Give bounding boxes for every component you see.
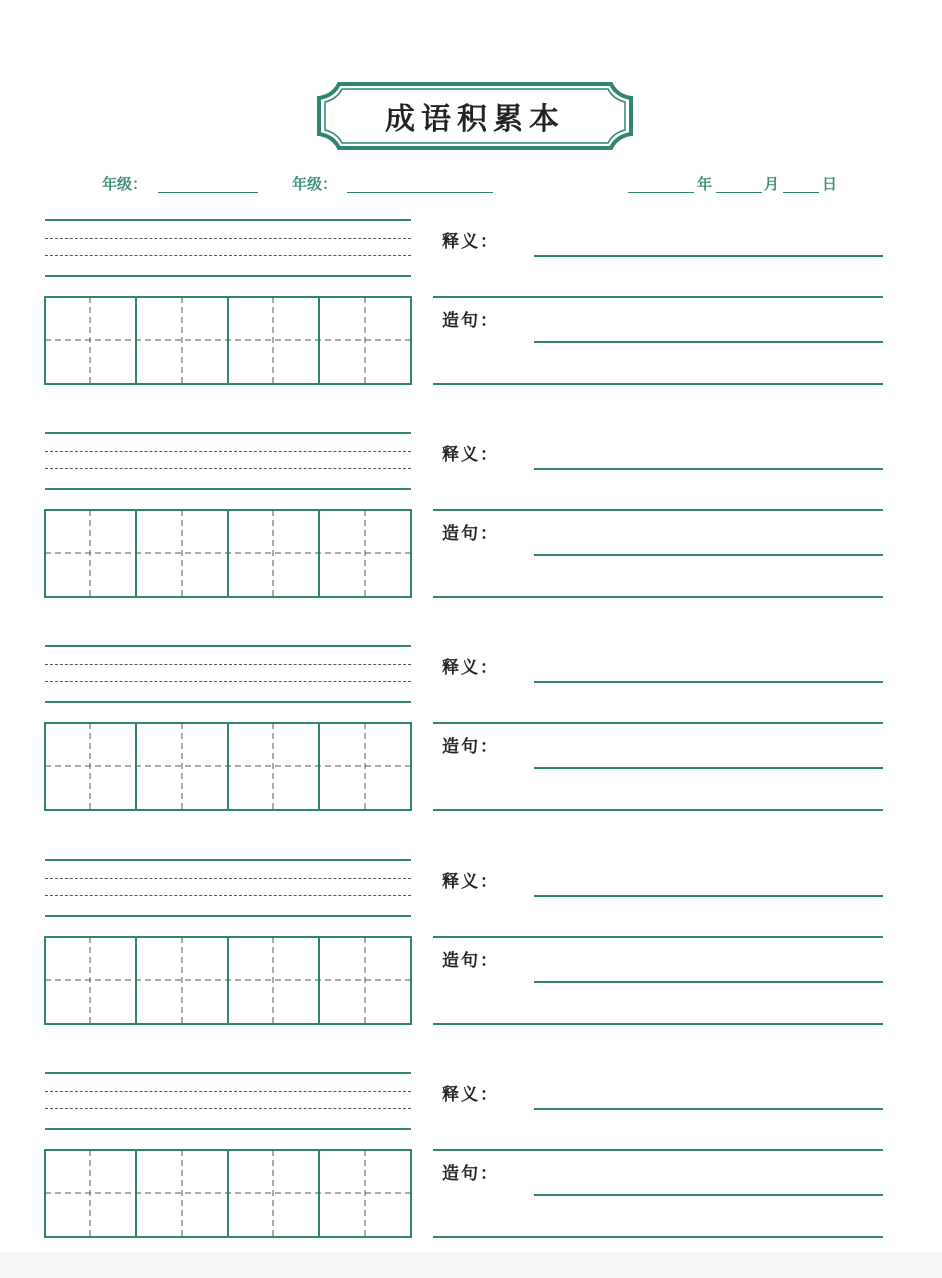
meaning-line-2[interactable]: [433, 509, 883, 511]
pinyin-dash-line: [45, 878, 411, 879]
sentence-label: 造句：: [442, 1164, 499, 1184]
meaning-line[interactable]: [534, 255, 883, 257]
pinyin-dash-line: [45, 1091, 411, 1092]
pinyin-dash-line: [45, 255, 411, 256]
pinyin-top-line: [45, 219, 411, 221]
sentence-label: 造句：: [442, 524, 499, 544]
character-grid[interactable]: [44, 1149, 412, 1238]
sentence-label: 造句：: [442, 311, 499, 331]
meaning-label: 释义：: [442, 232, 499, 252]
grade-input-line[interactable]: [158, 192, 258, 193]
character-grid[interactable]: [44, 722, 412, 811]
sentence-line[interactable]: [534, 767, 883, 769]
sentence-line-2[interactable]: [433, 809, 883, 811]
pinyin-dash-line: [45, 681, 411, 682]
meaning-label: 释义：: [442, 872, 499, 892]
sentence-line[interactable]: [534, 1194, 883, 1196]
sentence-line-2[interactable]: [433, 596, 883, 598]
meaning-label: 释义：: [442, 445, 499, 465]
meaning-line[interactable]: [534, 468, 883, 470]
grade-label-2: 年级：: [292, 175, 338, 193]
pinyin-top-line: [45, 645, 411, 647]
sentence-line[interactable]: [534, 341, 883, 343]
pinyin-bottom-line[interactable]: [45, 701, 411, 703]
month-input-line[interactable]: [716, 192, 762, 193]
sentence-line-2[interactable]: [433, 1236, 883, 1238]
meaning-line-2[interactable]: [433, 722, 883, 724]
sentence-line-2[interactable]: [433, 1023, 883, 1025]
pinyin-dash-line: [45, 468, 411, 469]
grade-input-line-2[interactable]: [347, 192, 493, 193]
sentence-label: 造句：: [442, 951, 499, 971]
character-grid[interactable]: [44, 936, 412, 1025]
sentence-label: 造句：: [442, 737, 499, 757]
page-title: 成语积累本: [385, 102, 565, 137]
meaning-line-2[interactable]: [433, 936, 883, 938]
sentence-line[interactable]: [534, 554, 883, 556]
meaning-line[interactable]: [534, 1108, 883, 1110]
meaning-line-2[interactable]: [433, 1149, 883, 1151]
meaning-line[interactable]: [534, 681, 883, 683]
meaning-line[interactable]: [534, 895, 883, 897]
meaning-label: 释义：: [442, 658, 499, 678]
pinyin-dash-line: [45, 664, 411, 665]
day-input-line[interactable]: [783, 192, 819, 193]
sentence-line[interactable]: [534, 981, 883, 983]
pinyin-bottom-line[interactable]: [45, 488, 411, 490]
pinyin-top-line: [45, 1072, 411, 1074]
year-label: 年: [697, 175, 713, 193]
pinyin-top-line: [45, 432, 411, 434]
year-input-line[interactable]: [628, 192, 694, 193]
meaning-label: 释义：: [442, 1085, 499, 1105]
character-grid[interactable]: [44, 509, 412, 598]
pinyin-dash-line: [45, 895, 411, 896]
sentence-line-2[interactable]: [433, 383, 883, 385]
day-label: 日: [822, 175, 838, 193]
character-grid[interactable]: [44, 296, 412, 385]
pinyin-top-line: [45, 859, 411, 861]
bottom-margin: [0, 1252, 942, 1278]
pinyin-dash-line: [45, 1108, 411, 1109]
pinyin-bottom-line[interactable]: [45, 275, 411, 277]
pinyin-dash-line: [45, 451, 411, 452]
month-label: 月: [764, 175, 780, 193]
pinyin-bottom-line[interactable]: [45, 915, 411, 917]
grade-label: 年级：: [102, 175, 148, 193]
meaning-line-2[interactable]: [433, 296, 883, 298]
pinyin-bottom-line[interactable]: [45, 1128, 411, 1130]
pinyin-dash-line: [45, 238, 411, 239]
